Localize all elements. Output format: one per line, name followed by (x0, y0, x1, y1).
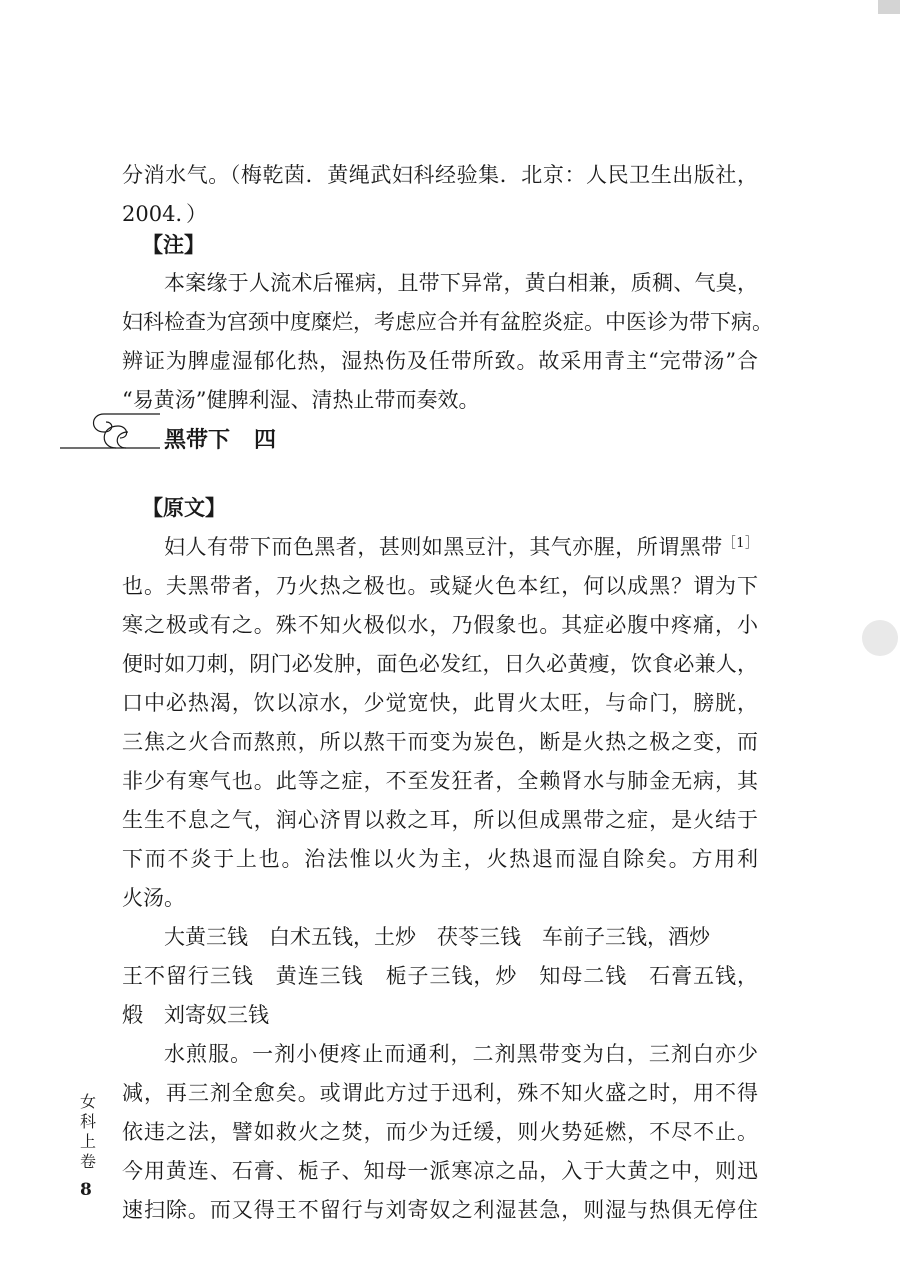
cloud-ornament-icon (60, 408, 160, 458)
formula-line-3: 煅 刘寄奴三钱 (122, 1003, 269, 1027)
original-line-9: 下而不炎于上也。治法惟以火为主，火热退而湿自除矣。方用利 (122, 847, 758, 871)
decoction-line-3: 依违之法，譬如救火之焚，而少为迁缓，则火势延燃，不尽不止。 (122, 1120, 758, 1144)
original-line-3: 寒之极或有之。殊不知火极似水，乃假象也。其症必腹中疼痛，小 (122, 613, 758, 637)
footnote-marker: ［1］ (722, 536, 759, 551)
section-title (164, 423, 276, 459)
note-line-2: 妇科检查为宫颈中度糜烂，考虑应合并有盆腔炎症。中医诊为带下病。 (122, 310, 773, 334)
original-line-6: 三焦之火合而熬煎，所以熬干而变为炭色，断是火热之极之变，而 (122, 730, 758, 754)
formula-line-2: 王不留行三钱 黄连三钱 栀子三钱，炒 知母二钱 石膏五钱， (122, 964, 758, 988)
section-title-text: 黑带下 (164, 428, 231, 453)
original-line-5: 口中必热渴，饮以凉水，少觉宽快，此胃火太旺，与命门，膀胱， (122, 691, 758, 715)
decoction-line-2: 减，再三剂全愈矣。或谓此方过于迅利，殊不知火盛之时，用不得 (122, 1081, 758, 1105)
original-line-7: 非少有寒气也。此等之症，不至发狂者，全赖肾水与肺金无病，其 (122, 769, 758, 793)
original-line-4: 便时如刀刺，阴门必发肿，面色必发红，日久必黄瘦，饮食必兼人， (122, 652, 758, 676)
note-line-3: 辨证为脾虚湿郁化热，湿热伤及任带所致。故采用青主“完带汤”合 (122, 349, 758, 373)
decoction-line-4: 今用黄连、石膏、栀子、知母一派寒凉之品，入于大黄之中，则迅 (122, 1159, 758, 1183)
note-line-1: 本案缘于人流术后罹病，且带下异常，黄白相兼，质稠、气臭， (164, 271, 758, 295)
original-line-1 (164, 528, 758, 567)
running-head-char: 卷 (80, 1152, 97, 1171)
original-line-1-text: 妇人有带下而色黑者，甚则如黑豆汁，其气亦腥，所谓黑带 (164, 535, 723, 559)
intro-line-1: 分消水气。（梅乾茵．黄绳武妇科经验集．北京：人民卫生出版社， (122, 163, 758, 187)
note-line-4: “易黄汤”健脾利湿、清热止带而奏效。 (122, 388, 480, 412)
page-number: 8 (80, 1180, 92, 1200)
decoction-line-1: 水煎服。一剂小便疼止而通利，二剂黑带变为白，三剂白亦少 (164, 1042, 758, 1066)
running-head-char: 上 (80, 1132, 97, 1151)
running-head-vertical (80, 1092, 100, 1172)
formula-line-1: 大黄三钱 白术五钱，土炒 茯苓三钱 车前子三钱，酒炒 (164, 925, 710, 949)
running-head-char: 科 (80, 1112, 97, 1131)
intro-line-2: 2004．） (122, 202, 207, 226)
original-heading: 【原文】 (142, 496, 226, 520)
original-line-2: 也。夫黑带者，乃火热之极也。或疑火色本红，何以成黑？谓为下 (122, 574, 758, 598)
decoction-line-5: 速扫除。而又得王不留行与刘寄奴之利湿甚急，则湿与热俱无停住 (122, 1198, 758, 1222)
section-number: 四 (254, 428, 277, 453)
corner-mark (878, 0, 900, 14)
note-heading: 【注】 (142, 232, 205, 257)
original-line-8: 生生不息之气，润心济胃以救之耳，所以但成黑带之症，是火结于 (122, 808, 758, 832)
original-line-10: 火汤。 (122, 886, 185, 910)
running-head-char: 女 (80, 1092, 97, 1111)
edge-stamp-mark (862, 620, 898, 656)
